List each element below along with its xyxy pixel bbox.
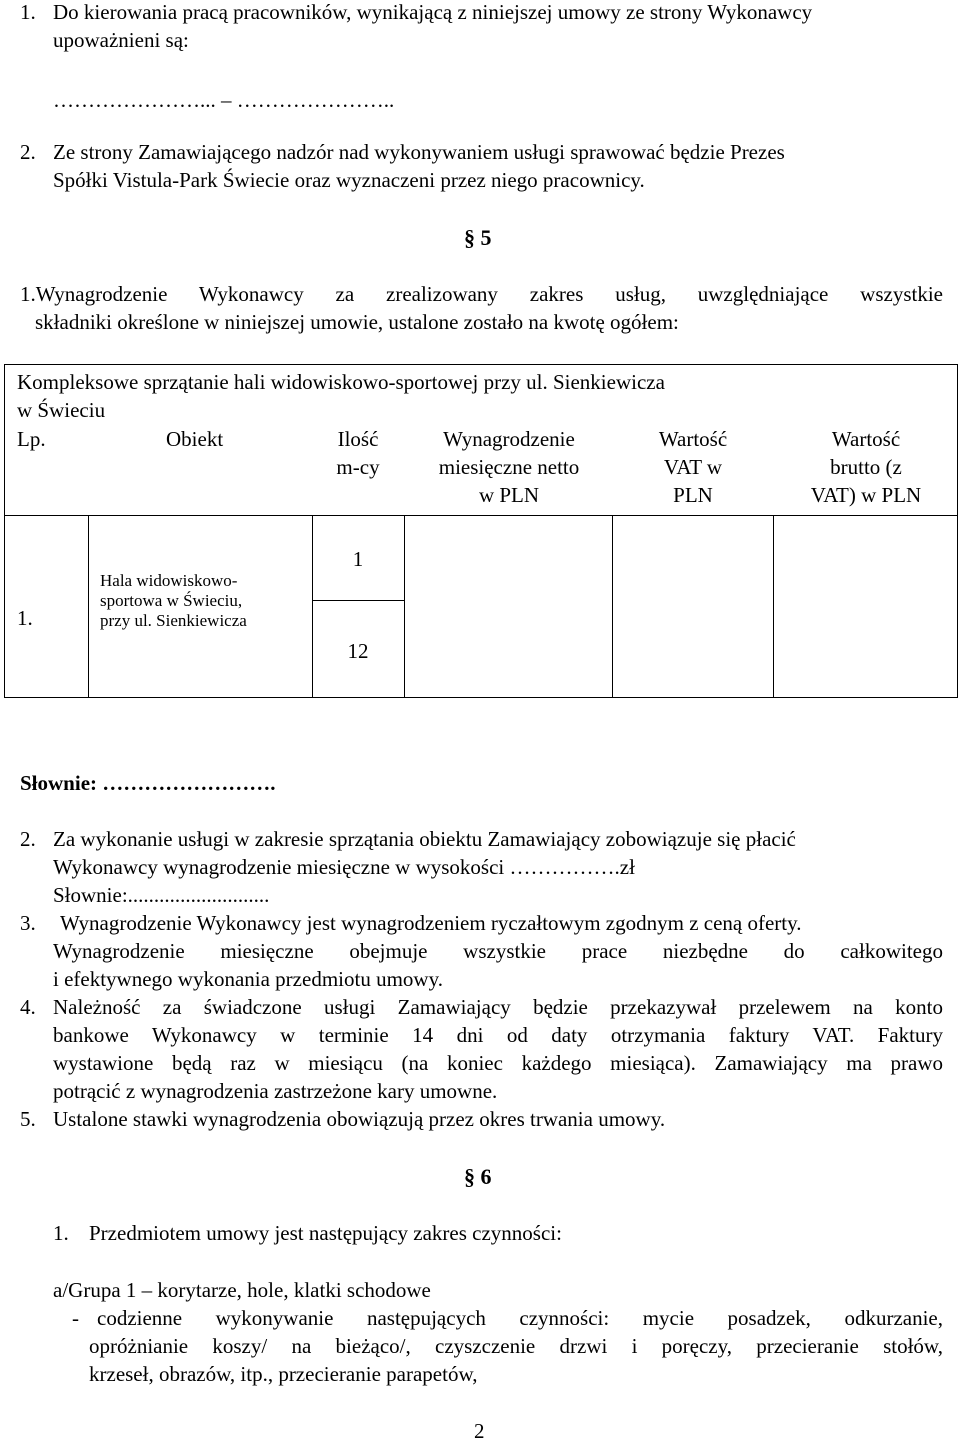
group-heading: a/Grupa 1 – korytarze, hole, klatki schodowe xyxy=(53,1278,431,1302)
paragraph-line: Ustalone stawki wynagrodzenia obowiązują przez okres trwania umowy. xyxy=(53,1107,666,1131)
table-cell-ilosc-top: 1 xyxy=(352,547,364,571)
paragraph-line: i efektywnego wykonania przedmiotu umowy. xyxy=(53,967,443,991)
column-header-lp: Lp. xyxy=(17,427,46,451)
paragraph-line: Wynagrodzenie Wykonawcy jest wynagrodzeniem ryczałtowym zgodnym z ceną oferty. xyxy=(60,911,802,935)
table-cell-lp: 1. xyxy=(17,606,33,630)
paragraph-line: wystawione będą raz w miesiącu (na koniec każdego miesiąca). Zamawiający ma prawo xyxy=(53,1051,943,1075)
paragraph-line: 1.Wynagrodzenie Wykonawcy za zrealizowany zakres usług, uwzględniające wszystkie xyxy=(20,282,943,306)
paragraph-line: Wykonawcy wynagrodzenie miesięczne w wysokości …………….zł xyxy=(53,855,635,879)
paragraph-line: codzienne wykonywanie następujących czynności: mycie posadzek, odkurzanie, xyxy=(97,1306,943,1330)
item-number: 5. xyxy=(20,1107,36,1131)
page-number: 2 xyxy=(474,1419,485,1443)
column-header-brutto: Wartość brutto (z VAT) w PLN xyxy=(810,427,922,507)
paragraph-line: Spółki Vistula-Park Świecie oraz wyznaczeni przez niego pracownicy. xyxy=(53,168,645,192)
paragraph-line: Ze strony Zamawiającego nadzór nad wykonywaniem usługi sprawować będzie Prezes xyxy=(53,140,785,164)
paragraph-line: opróżnianie koszy/ na bieżąco/, czyszczenie drzwi i poręczy, przecieranie stołów, xyxy=(89,1334,943,1358)
fill-in-dots: …………………... – ………………….. xyxy=(53,88,395,112)
paragraph-line: krzeseł, obrazów, itp., przecieranie parapetów, xyxy=(89,1362,478,1386)
paragraph-line: Wynagrodzenie miesięczne obejmuje wszystkie prace niezbędne do całkowitego xyxy=(53,939,943,963)
paragraph-line: Za wykonanie usługi w zakresie sprzątania obiektu Zamawiający zobowiązuje się płacić xyxy=(53,827,796,851)
table-border xyxy=(4,364,958,365)
section-heading: § 6 xyxy=(464,1164,492,1189)
item-number: 1. xyxy=(53,1221,69,1245)
paragraph-line: Przedmiotem umowy jest następujący zakres czynności: xyxy=(89,1221,562,1245)
paragraph-line: potrącić z wynagrodzenia zastrzeżone kary umowne. xyxy=(53,1079,498,1103)
column-header-vat: Wartość VAT w PLN xyxy=(658,427,728,507)
paragraph-line: upoważnieni są: xyxy=(53,28,189,52)
bullet-dash: - xyxy=(72,1306,79,1330)
paragraph-line: bankowe Wykonawcy w terminie 14 dni od daty otrzymania faktury VAT. Faktury xyxy=(53,1023,943,1047)
item-number: 3. xyxy=(20,911,36,935)
item-number: 4. xyxy=(20,995,36,1019)
table-title: w Świeciu xyxy=(17,398,106,422)
table-border xyxy=(4,364,5,698)
slownie-line: Słownie: ……………………. xyxy=(20,771,276,795)
item-number: 2. xyxy=(20,140,36,164)
item-number: 1. xyxy=(20,0,36,24)
table-title: Kompleksowe sprzątanie hali widowiskowo-sportowej przy ul. Sienkiewicza xyxy=(17,370,665,394)
table-border xyxy=(612,515,613,698)
table-cell-obiekt: Hala widowiskowo-sportowa w Świeciu, przy ul. Sienkiewicza xyxy=(100,571,247,630)
paragraph-line: składniki określone w niniejszej umowie, ustalone zostało na kwotę ogółem: xyxy=(35,310,679,334)
paragraph-line: Do kierowania pracą pracowników, wynikającą z niniejszej umowy ze strony Wykonawcy xyxy=(53,0,813,24)
item-number: 2. xyxy=(20,827,36,851)
column-header-wynagrodzenie: Wynagrodzenie miesięczne netto w PLN xyxy=(438,427,580,507)
table-border xyxy=(312,515,313,698)
table-border xyxy=(404,515,405,698)
section-heading: § 5 xyxy=(464,225,492,250)
table-border xyxy=(312,600,405,601)
table-border xyxy=(4,697,958,698)
column-header-obiekt: Obiekt xyxy=(166,427,224,451)
paragraph-line: Słownie:........................... xyxy=(53,883,270,907)
table-border xyxy=(957,364,958,698)
table-cell-ilosc-bottom: 12 xyxy=(347,639,369,663)
table-border xyxy=(773,515,774,698)
column-header-ilosc: Ilość m-cy xyxy=(336,427,380,479)
table-border xyxy=(88,515,89,698)
paragraph-line: Należność za świadczone usługi Zamawiający będzie przekazywał przelewem na konto xyxy=(53,995,943,1019)
table-border xyxy=(4,515,958,516)
